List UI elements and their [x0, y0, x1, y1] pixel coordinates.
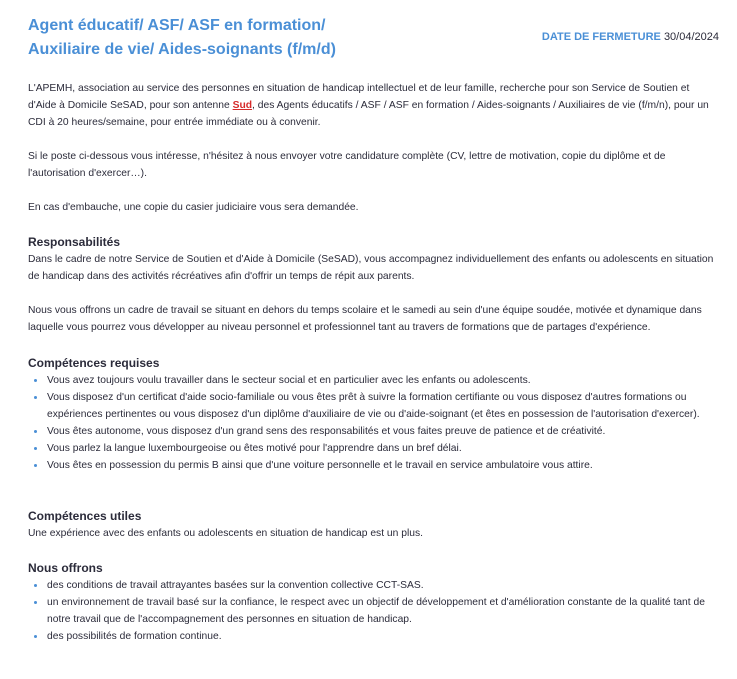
- closing-date-info: [542, 31, 719, 43]
- apply-paragraph: Si le poste ci-dessous vous intéresse, n'hésitez à nous envoyer votre candidature complète (CV, lettre de motivation, copie du diplôme et de l'autorisation d'exercer…).: [28, 151, 666, 179]
- list-item-text: Vous parlez la langue luxembourgeoise ou êtes motivé pour l'apprendre dans un bref délai.: [47, 443, 462, 454]
- skills-useful-text: Une expérience avec des enfants ou adolescents en situation de handicap est un plus.: [28, 528, 423, 539]
- bullet-icon: [34, 601, 37, 604]
- job-title: [28, 14, 498, 62]
- criminal-record-paragraph: En cas d'embauche, une copie du casier judiciaire vous sera demandée.: [28, 202, 359, 213]
- list-item: [28, 594, 718, 628]
- skills-useful-heading: Compétences utiles: [28, 509, 142, 523]
- job-title-line-1: Agent éducatif/ ASF/ ASF en formation/: [28, 17, 326, 34]
- bullet-icon: [34, 396, 37, 399]
- skills-required-heading: Compétences requises: [28, 356, 160, 370]
- bullet-icon: [34, 430, 37, 433]
- bullet-icon: [34, 379, 37, 382]
- list-item-text: des conditions de travail attrayantes basées sur la convention collective CCT-SAS.: [47, 580, 424, 591]
- list-item: [28, 440, 718, 457]
- list-item: [28, 389, 718, 423]
- responsibilities-paragraph-1: Dans le cadre de notre Service de Soutien et d'Aide à Domicile (SeSAD), vous accompagnez individuellement des enfants ou adolescents en situation de handicap dans des activités récréatives afin d'offrir un temps de répit aux parents.: [28, 254, 714, 282]
- skills-required-list: [28, 372, 718, 474]
- responsibilities-heading: Responsabilités: [28, 235, 121, 249]
- intro-text-1: L'APEMH, association au service des personnes en situation de handicap intellectuel et de leur famille, recherche pour son Service de Soutien et d'Aide à Domicile SeSAD, pour son antenne: [28, 83, 690, 111]
- offer-list: [28, 577, 718, 645]
- closing-date-value: 30/04/2024: [663, 31, 719, 43]
- list-item-text: Vous disposez d'un certificat d'aide socio-familiale ou vous êtes prêt à suivre la formation certifiante ou vous disposez d'autres formations ou expériences pertinentes ou vous disposez d'un diplôme d'auxiliaire de vie ou d'aide-soignant (et êtes en possession de l'autorisation d'exercer).: [47, 392, 700, 420]
- list-item-text: un environnement de travail basé sur la confiance, le respect avec un objectif de développement et d'amélioration constante de la qualité tant de notre travail que de l'accompagnement des personnes en situation de handicap.: [47, 597, 705, 625]
- offer-heading: Nous offrons: [28, 561, 103, 575]
- job-title-line-2: Auxiliaire de vie/ Aides-soignants (f/m/d): [28, 41, 336, 58]
- job-header: [28, 14, 719, 68]
- list-item-text: Vous êtes en possession du permis B ainsi que d'une voiture personnelle et le travail en service ambulatoire vous attire.: [47, 460, 593, 471]
- list-item: [28, 628, 718, 645]
- antenna-link[interactable]: Sud: [232, 100, 253, 111]
- list-item: [28, 457, 718, 474]
- bullet-icon: [34, 635, 37, 638]
- bullet-icon: [34, 584, 37, 587]
- list-item: [28, 423, 718, 440]
- list-item: [28, 577, 718, 594]
- bullet-icon: [34, 464, 37, 467]
- list-item-text: Vous avez toujours voulu travailler dans le secteur social et en particulier avec les enfants ou adolescents.: [47, 375, 531, 386]
- intro-text-2: , des Agents éducatifs / ASF / ASF en formation / Aides-soignants / Auxiliaires de vie (f/m/n), pour un CDI à 20 heures/semaine, pour entrée immédiate ou à convenir.: [28, 100, 709, 128]
- bullet-icon: [34, 447, 37, 450]
- list-item-text: Vous êtes autonome, vous disposez d'un grand sens des responsabilités et vous faites preuve de patience et de créativité.: [47, 426, 606, 437]
- list-item: [28, 372, 718, 389]
- intro-paragraph: [28, 80, 718, 131]
- responsibilities-paragraph-2: Nous vous offrons un cadre de travail se situant en dehors du temps scolaire et le samedi au sein d'une équipe soudée, motivée et dynamique dans laquelle vous pourrez vous développer au niveau personnel et professionnel tant au travers de formations que de partages d'expérience.: [28, 305, 702, 333]
- list-item-text: des possibilités de formation continue.: [47, 631, 222, 642]
- closing-date-label: DATE DE FERMETURE: [541, 31, 661, 43]
